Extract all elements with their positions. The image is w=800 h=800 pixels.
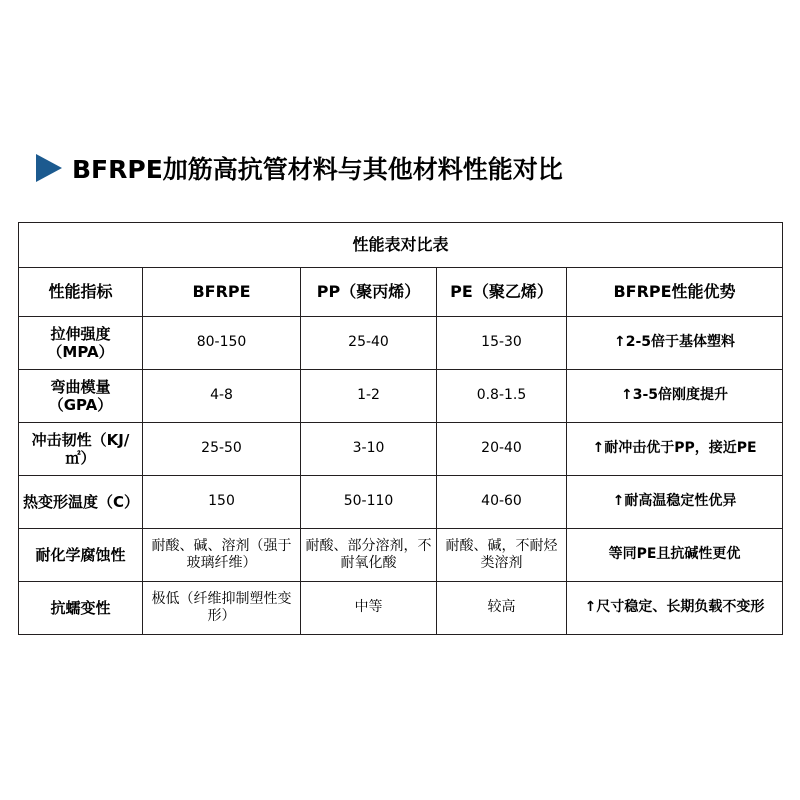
cell-advantage: ↑尺寸稳定、长期负载不变形 <box>567 582 783 635</box>
performance-comparison-table <box>18 222 783 635</box>
cell-pe: 较高 <box>437 582 567 635</box>
row-metric-label: 耐化学腐蚀性 <box>19 529 143 582</box>
cell-bfrpe: 80-150 <box>143 317 301 370</box>
cell-pp: 1-2 <box>301 370 437 423</box>
triangle-right-icon <box>36 154 62 182</box>
row-metric-label: 热变形温度（C） <box>19 476 143 529</box>
table-header-row <box>19 268 783 317</box>
column-header-pe: PE（聚乙烯） <box>437 268 567 317</box>
cell-bfrpe: 150 <box>143 476 301 529</box>
cell-advantage: ↑2-5倍于基体塑料 <box>567 317 783 370</box>
cell-pp: 中等 <box>301 582 437 635</box>
page-title-text: BFRPE加筋高抗管材料与其他材料性能对比 <box>72 155 563 184</box>
page-title <box>36 150 563 186</box>
column-header-pp: PP（聚丙烯） <box>301 268 437 317</box>
row-metric-label: 拉伸强度（MPA） <box>19 317 143 370</box>
cell-bfrpe: 4-8 <box>143 370 301 423</box>
table-caption: 性能表对比表 <box>19 223 783 268</box>
table-row <box>19 317 783 370</box>
cell-advantage: ↑耐冲击优于PP，接近PE <box>567 423 783 476</box>
cell-pe: 耐酸、碱，不耐烃类溶剂 <box>437 529 567 582</box>
cell-pp: 3-10 <box>301 423 437 476</box>
performance-comparison-table-wrap <box>18 222 782 635</box>
column-header-metric: 性能指标 <box>19 268 143 317</box>
table-row <box>19 582 783 635</box>
cell-pe: 20-40 <box>437 423 567 476</box>
cell-advantage: 等同PE且抗碱性更优 <box>567 529 783 582</box>
cell-pp: 耐酸、部分溶剂，不耐氧化酸 <box>301 529 437 582</box>
table-row <box>19 423 783 476</box>
cell-pp: 50-110 <box>301 476 437 529</box>
table-row <box>19 370 783 423</box>
cell-pe: 0.8-1.5 <box>437 370 567 423</box>
cell-advantage: ↑耐高温稳定性优异 <box>567 476 783 529</box>
row-metric-label: 抗蠕变性 <box>19 582 143 635</box>
table-row <box>19 529 783 582</box>
table-caption-row <box>19 223 783 268</box>
cell-bfrpe: 25-50 <box>143 423 301 476</box>
cell-pe: 40-60 <box>437 476 567 529</box>
column-header-bfrpe: BFRPE <box>143 268 301 317</box>
cell-pp: 25-40 <box>301 317 437 370</box>
column-header-advantage: BFRPE性能优势 <box>567 268 783 317</box>
cell-bfrpe: 极低（纤维抑制塑性变形） <box>143 582 301 635</box>
cell-advantage: ↑3-5倍刚度提升 <box>567 370 783 423</box>
table-row <box>19 476 783 529</box>
cell-pe: 15-30 <box>437 317 567 370</box>
cell-bfrpe: 耐酸、碱、溶剂（强于玻璃纤维） <box>143 529 301 582</box>
row-metric-label: 冲击韧性（KJ/㎡） <box>19 423 143 476</box>
row-metric-label: 弯曲模量（GPA） <box>19 370 143 423</box>
